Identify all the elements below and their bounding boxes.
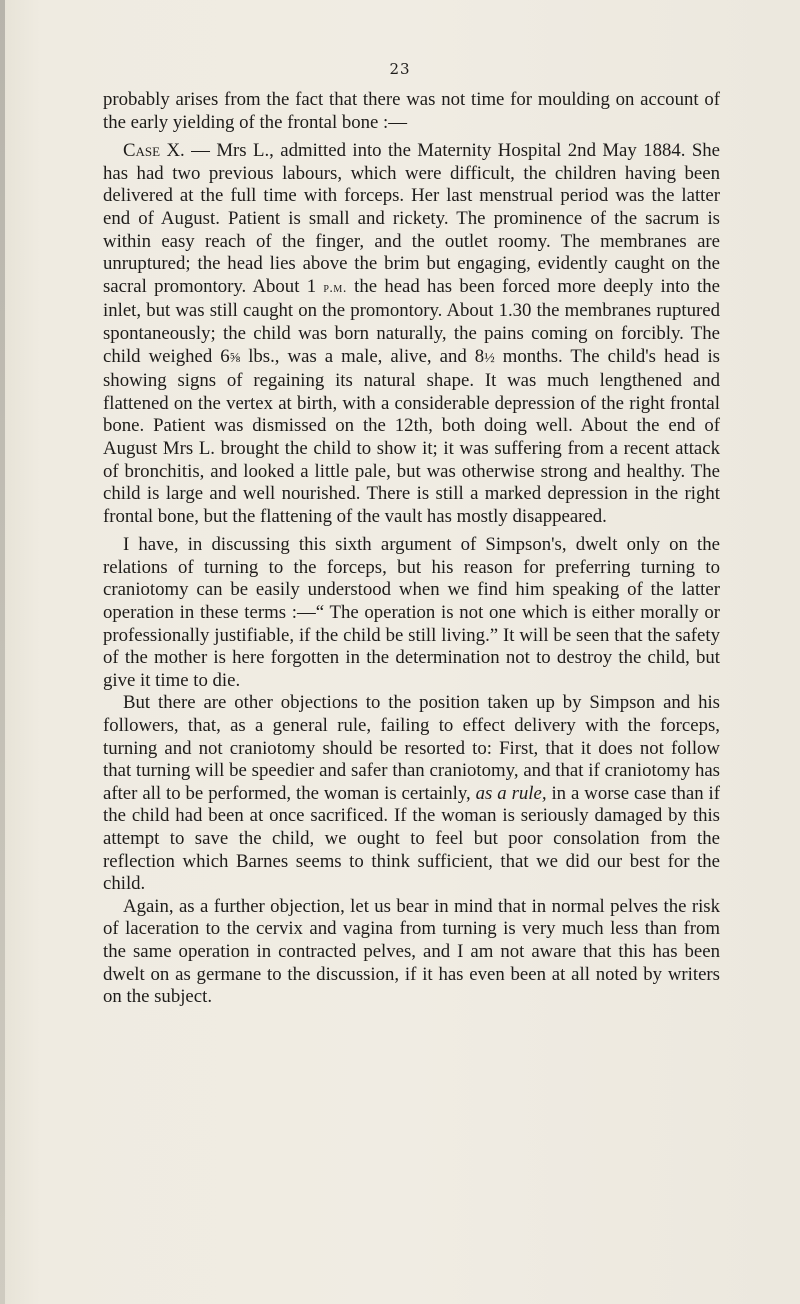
page-number: 23	[389, 60, 411, 78]
paragraph-case-x	[103, 140, 720, 528]
paragraph-simpson-argument: I have, in discussing this sixth argument of Simpson's, dwelt only on the relations of turning to the forceps, but his reason for preferring turning to craniotomy can be easily understood when we find him speaking of the latter operation in these terms :—“ The operation is not one which is either morally or professionally justifiable, if the child be still living.” It will be seen that the safety of the mother is here forgotten in the determination not to destroy the child, but give it time to die.	[103, 534, 720, 691]
time-pm: p.m.	[323, 280, 347, 296]
objections-text-a: But there are other objections to the position taken up by Simpson and his followers, that, as a general rule, failing to effect delivery with the forceps, turning and not craniotomy should be resorted to: First, that it does not follow that turning will be speedier and safer than craniotomy, and that if craniotomy has after all to be performed, the woman is certainly,	[103, 692, 720, 804]
case-text-part-3: lbs., was a male, alive, and 8	[240, 345, 485, 367]
case-text-part-2: the head has been forced more deeply into the inlet, but was still caught on the promontory. About 1.30 the membranes ruptured spontaneously; the child was born naturally, the pains coming on forcibly. The child weighed 6	[103, 275, 720, 367]
paragraph-further-objection: Again, as a further objection, let us bear in mind that in normal pelves the risk of laceration to the cervix and vagina from turning is very much less than from the same operation in contracted pelves, and I am not aware that this has been dwelt on as germane to the discussion, if it has even been at all noted by writers on the subject.	[103, 895, 720, 1008]
case-text-part-4: months. The child's head is showing signs of regaining its natural shape. It was much lengthened and flattened on the vertex at birth, with a considerable depression of the right frontal bone. Patient was dismissed on the 12th, both doing well. About the end of August Mrs L. brought the child to show it; it was suffering from a recent attack of bronchitis, and looked a little pale, but was otherwise strong and healthy. The child is large and well nourished. There is still a marked depression in the right frontal bone, but the flattening of the vault has mostly disappeared.	[103, 345, 720, 527]
case-label: Case X.	[123, 140, 185, 162]
paragraph-intro: probably arises from the fact that there was not time for moulding on account of the early yielding of the frontal bone :—	[103, 89, 720, 133]
body-text	[103, 89, 720, 1009]
objections-italic: as a rule,	[475, 782, 547, 804]
paragraph-objections	[103, 692, 720, 895]
case-text-part-1: Mrs L., admitted into the Maternity Hospital 2nd May 1884. She has had two previous labours, which were difficult, the children having been delivered at the full time with forceps. Her last menstrual period was the latter end of August. Patient is small and rickety. The prominence of the sacrum is within easy reach of the finger, and the outlet roomy. The membranes are unruptured; the head lies above the brim but engaging, evidently caught on the sacral promontory. About 1	[103, 140, 721, 297]
page-edge-shadow	[0, 0, 5, 1304]
months-fraction: ½	[484, 350, 495, 366]
weight-fraction: ⅝	[229, 350, 241, 366]
objections-text-b: in a worse case than if the child had been at once sacrificed. If the woman is seriously damaged by this attempt to save the child, we ought to feel but poor consolation from the reflection which Barnes seems to think sufficient, that we did our best for the child.	[103, 782, 720, 895]
case-dash: —	[184, 140, 217, 162]
